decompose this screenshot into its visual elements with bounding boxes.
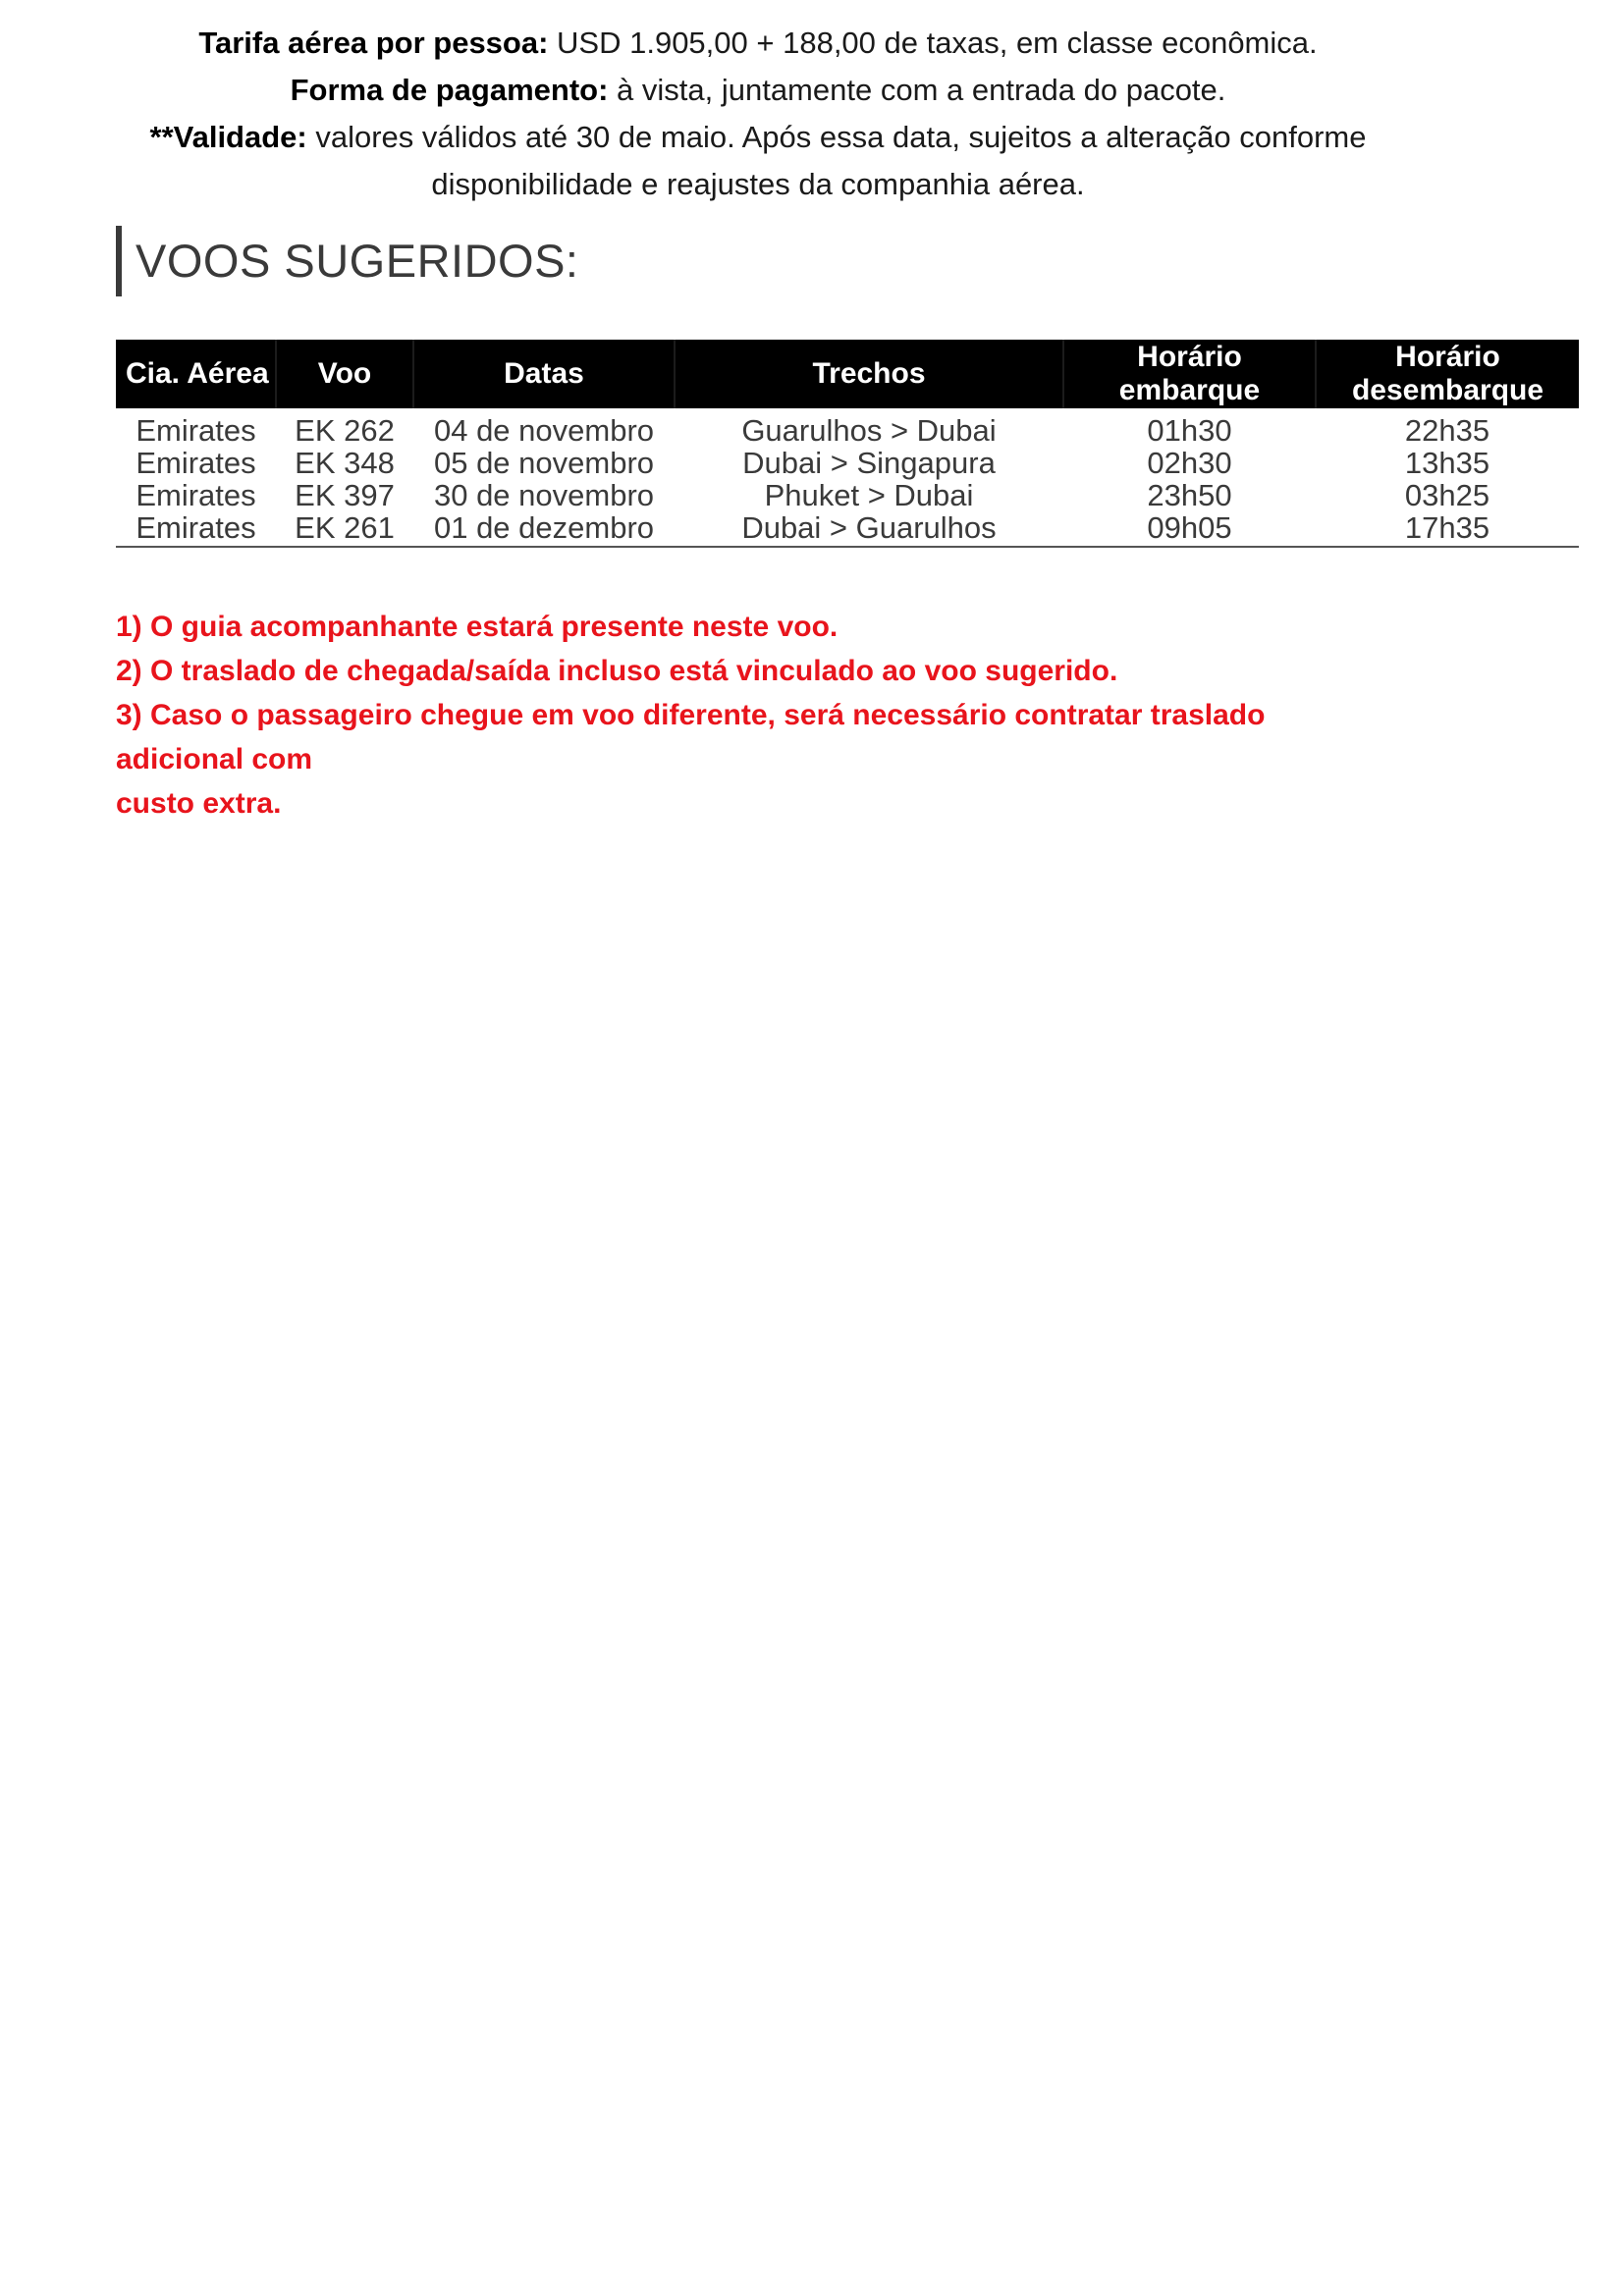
fare-value: USD 1.905,00 + 188,00 de taxas, em classe econômica. bbox=[548, 26, 1318, 60]
table-row bbox=[116, 479, 1579, 511]
validity-line bbox=[0, 114, 1516, 161]
table-header-row bbox=[116, 340, 1579, 408]
cell-arrival: 13h35 bbox=[1404, 446, 1490, 480]
payment-value: à vista, juntamente com a entrada do pacote. bbox=[608, 73, 1226, 107]
header-airline: Cia. Aérea bbox=[116, 340, 276, 408]
cell-arrival: 17h35 bbox=[1316, 511, 1579, 547]
cell-flight: EK 261 bbox=[276, 511, 413, 547]
flights-table bbox=[116, 340, 1579, 548]
cell-departure: 02h30 bbox=[1147, 446, 1232, 480]
cell-route: Guarulhos > Dubai bbox=[741, 413, 997, 448]
fare-label: Tarifa aérea por pessoa: bbox=[198, 26, 549, 60]
fare-info bbox=[0, 20, 1516, 208]
validity-line-2: disponibilidade e reajustes da companhia aérea. bbox=[431, 167, 1085, 201]
note-guide: 1) O guia acompanhante estará presente neste voo. bbox=[116, 611, 839, 643]
cell-flight: EK 348 bbox=[295, 446, 395, 480]
table-row bbox=[116, 447, 1579, 479]
cell-flight: EK 397 bbox=[295, 478, 395, 512]
header-arrival-time: Horário desembarque bbox=[1316, 340, 1579, 408]
cell-airline: Emirates bbox=[135, 413, 256, 448]
cell-departure: 01h30 bbox=[1147, 413, 1232, 448]
cell-airline: Emirates bbox=[116, 511, 276, 547]
cell-date: 30 de novembro bbox=[433, 478, 655, 512]
header-dates: Datas bbox=[413, 340, 675, 408]
cell-date: 01 de dezembro bbox=[413, 511, 675, 547]
note-extra-cost: custo extra. bbox=[116, 787, 282, 820]
cell-airline: Emirates bbox=[135, 446, 256, 480]
cell-departure: 23h50 bbox=[1147, 478, 1232, 512]
note-different-flight: 3) Caso o passageiro chegue em voo diferente, será necessário contratar traslado adicional com bbox=[116, 699, 1266, 775]
cell-route: Dubai > Guarulhos bbox=[675, 511, 1063, 547]
validity-label: **Validade: bbox=[149, 120, 307, 154]
cell-arrival: 22h35 bbox=[1404, 413, 1490, 448]
fare-line bbox=[0, 20, 1516, 67]
validity-value: valores válidos até 30 de maio. Após essa data, sujeitos a alteração conforme bbox=[306, 120, 1367, 154]
cell-route: Phuket > Dubai bbox=[764, 478, 974, 512]
cell-airline: Emirates bbox=[135, 478, 256, 512]
cell-route: Dubai > Singapura bbox=[742, 446, 996, 480]
note-transfer: 2) O traslado de chegada/saída incluso está vinculado ao voo sugerido. bbox=[116, 655, 1118, 687]
table-row bbox=[116, 511, 1579, 547]
cell-date: 05 de novembro bbox=[433, 446, 655, 480]
payment-line bbox=[0, 67, 1516, 114]
notes bbox=[116, 605, 1392, 826]
table-row bbox=[116, 408, 1579, 447]
cell-departure: 09h05 bbox=[1063, 511, 1316, 547]
payment-label: Forma de pagamento: bbox=[290, 73, 609, 107]
cell-date: 04 de novembro bbox=[433, 413, 655, 448]
header-flight: Voo bbox=[276, 340, 413, 408]
cell-arrival: 03h25 bbox=[1404, 478, 1490, 512]
header-departure-time: Horário embarque bbox=[1063, 340, 1316, 408]
cell-flight: EK 262 bbox=[295, 413, 395, 448]
header-routes: Trechos bbox=[675, 340, 1063, 408]
section-title: VOOS SUGERIDOS: bbox=[116, 226, 578, 296]
